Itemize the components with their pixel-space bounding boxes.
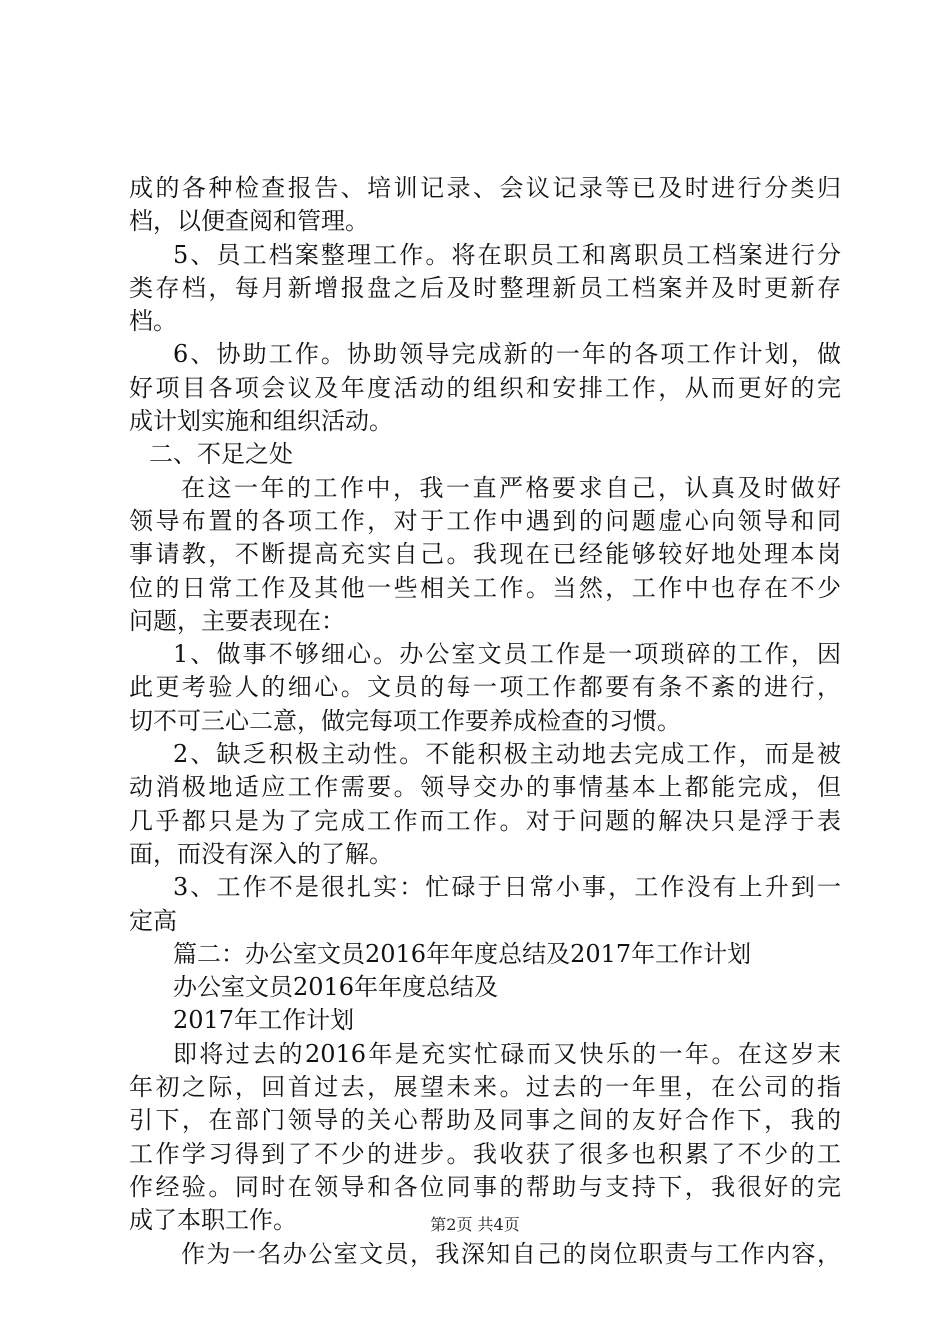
text-line: 事请教，不断提高充实自己。我现在已经能够较好地处理本岗 [129,540,841,569]
text-line: 6、协助工作。协助领导完成新的一年的各项工作计划，做 [173,340,841,369]
text-line: 动消极地适应工作需要。领导交办的事情基本上都能完成，但 [129,773,841,802]
text-line: 类存档，每月新增报盘之后及时整理新员工档案并及时更新存 [129,273,841,302]
text-line: 几乎都只是为了完成工作而工作。对于问题的解决只是浮于表 [129,806,841,835]
text-line: 档，以便查阅和管理。 [129,207,369,236]
document-title: 2017年工作计划 [173,1006,355,1035]
text-line: 位的日常工作及其他一些相关工作。当然，工作中也存在不少 [129,573,841,602]
text-line: 作经验。同时在领导和各位同事的帮助与支持下，我很好的完 [129,1172,841,1201]
text-line: 问题，主要表现在： [129,606,345,635]
text-line: 此更考验人的细心。文员的每一项工作都要有条不紊的进行， [129,673,841,702]
text-line: 即将过去的2016年是充实忙碌而又快乐的一年。在这岁末 [173,1039,841,1068]
section-heading: 二、不足之处 [149,440,293,469]
text-line: 5、员工档案整理工作。将在职员工和离职员工档案进行分 [173,240,841,269]
text-line: 好项目各项会议及年度活动的组织和安排工作，从而更好的完 [129,373,841,402]
text-line: 作为一名办公室文员，我深知自己的岗位职责与工作内容， [181,1239,841,1268]
text-line: 领导布置的各项工作，对于工作中遇到的问题虚心向领导和同 [129,506,841,535]
text-line: 成的各种检查报告、培训记录、会议记录等已及时进行分类归 [129,174,841,202]
text-line: 1、做事不够细心。办公室文员工作是一项琐碎的工作，因 [173,640,841,669]
text-line: 档。 [129,307,177,336]
text-line: 引下，在部门领导的关心帮助及同事之间的友好合作下，我的 [129,1106,841,1135]
document-title: 办公室文员2016年年度总结及 [173,973,499,1002]
text-line: 面，而没有深入的了解。 [129,839,393,868]
text-line: 工作学习得到了不少的进步。我收获了很多也积累了不少的工 [129,1139,841,1168]
text-line: 成计划实施和组织活动。 [129,407,393,436]
text-line: 年初之际，回首过去，展望未来。过去的一年里，在公司的指 [129,1073,841,1102]
text-line: 在这一年的工作中，我一直严格要求自己，认真及时做好 [181,473,841,502]
text-line: 切不可三心二意，做完每项工作要养成检查的习惯。 [129,706,681,735]
text-line: 成了本职工作。 [129,1206,297,1235]
text-line: 2、缺乏积极主动性。不能积极主动地去完成工作，而是被 [173,740,841,769]
section-heading: 篇二：办公室文员2016年年度总结及2017年工作计划 [173,939,752,968]
document-body [129,172,841,1271]
text-line: 3、工作不是很扎实：忙碌于日常小事，工作没有上升到一 [173,873,841,902]
page-footer: 第2页 共4页 [430,1215,520,1234]
text-line: 定高 [129,906,177,935]
